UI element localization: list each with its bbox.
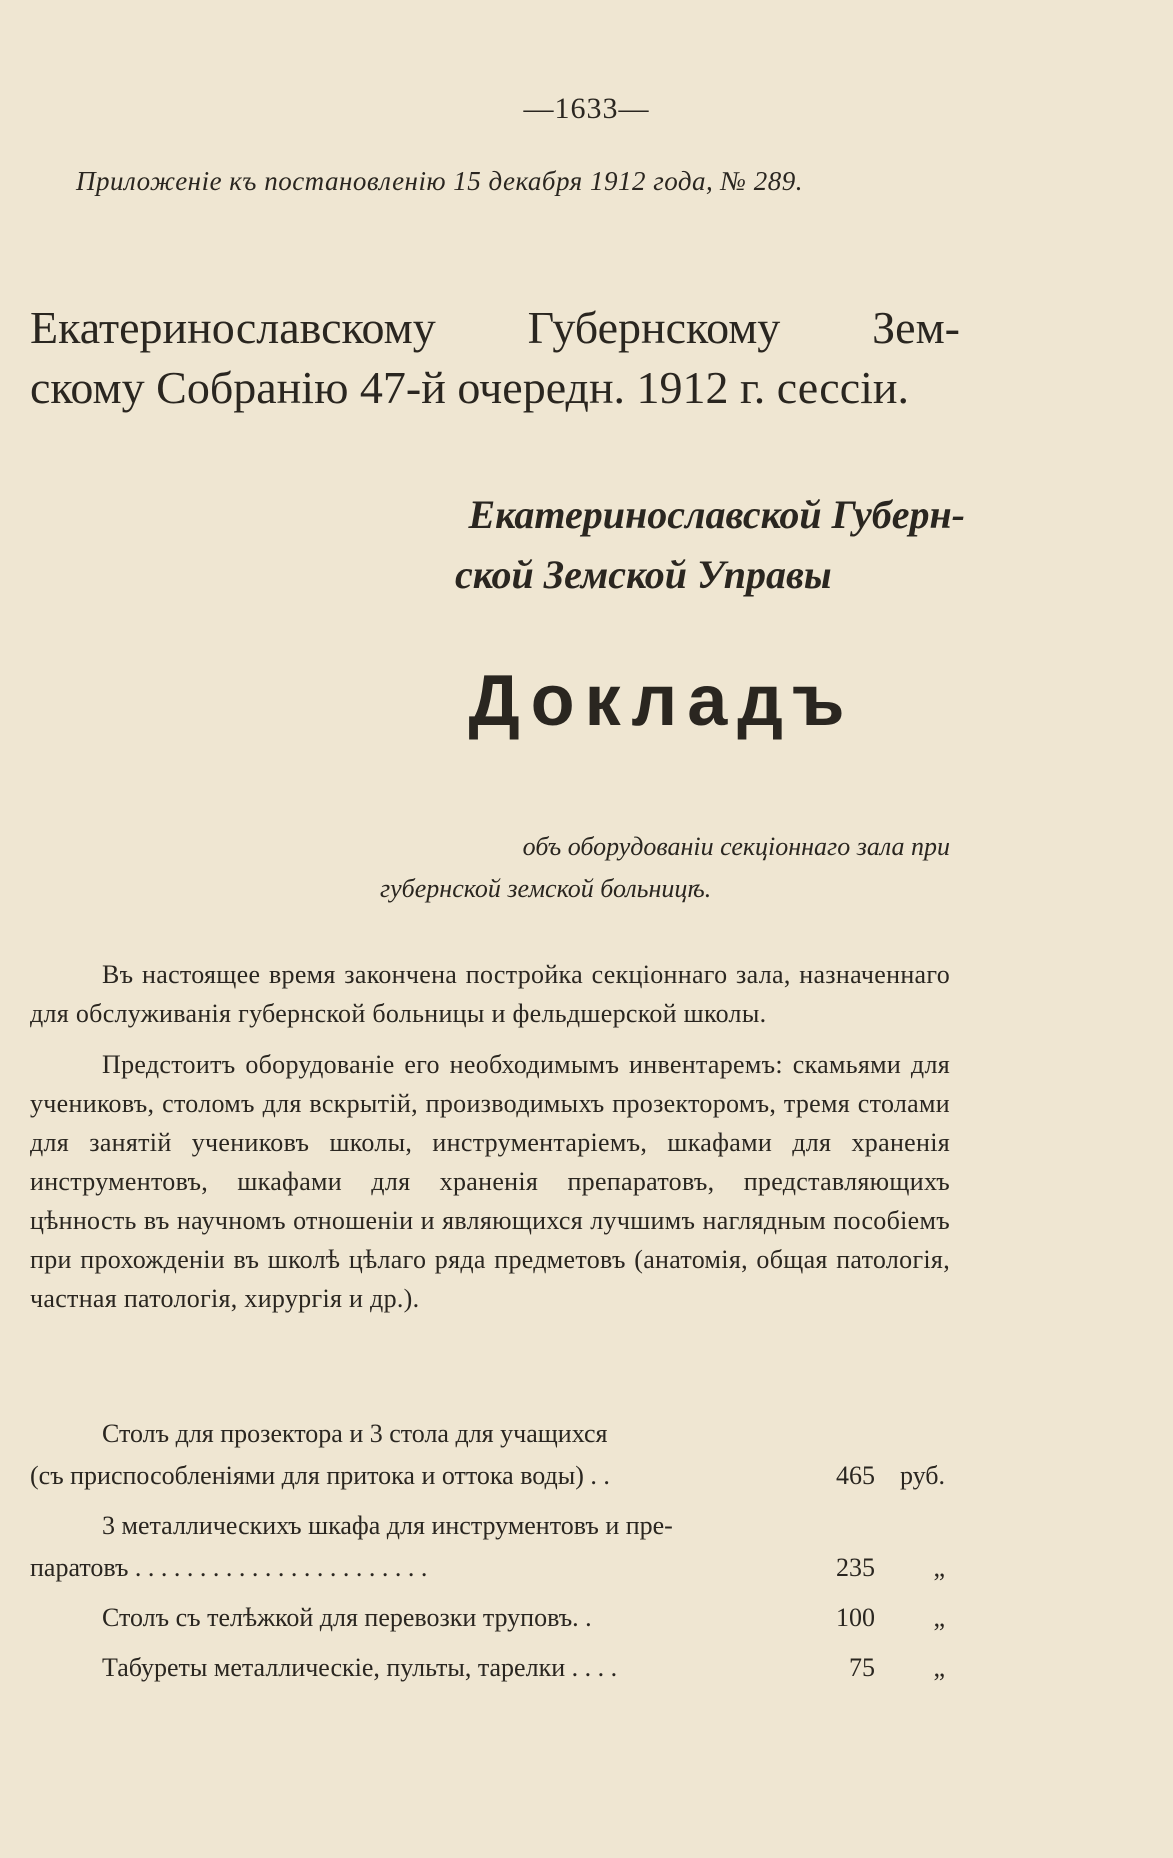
issuer-block bbox=[405, 485, 965, 605]
heading-line-2: скому Собранію 47-й очередн. 1912 г. сессіи. bbox=[30, 362, 910, 413]
item-currency: руб. bbox=[899, 1461, 945, 1490]
item-text: Столъ для прозектора и 3 стола для учащихся bbox=[102, 1419, 608, 1448]
document-title: Докладъ bbox=[468, 661, 855, 741]
item-amount: 235 bbox=[836, 1553, 875, 1582]
item-text-continued: паратовъ . . . . . . . . . . . . . . . . . . . . . . . bbox=[30, 1553, 428, 1582]
cost-item bbox=[30, 1413, 950, 1497]
document-heading bbox=[30, 298, 960, 418]
subject-line-1: объ оборудованіи секціоннаго зала при bbox=[522, 832, 950, 861]
heading-line-1: Екатеринославскому Губернскому Зем- bbox=[30, 302, 960, 353]
cost-item bbox=[30, 1647, 950, 1689]
item-currency: „ bbox=[933, 1653, 945, 1682]
report-body bbox=[30, 955, 950, 1330]
item-text: Столъ съ телѣжкой для перевозки труповъ. . bbox=[102, 1603, 592, 1632]
item-amount: 100 bbox=[836, 1603, 875, 1632]
page-number: —1633— bbox=[523, 92, 650, 125]
item-amount: 465 bbox=[836, 1461, 875, 1490]
item-text: Табуреты металлическіе, пульты, тарелки . . . . bbox=[102, 1653, 618, 1682]
issuer-line-2: ской Земской Управы bbox=[455, 552, 832, 597]
cost-items bbox=[30, 1413, 950, 1697]
item-text: 3 металлическихъ шкафа для инструментовъ и пре- bbox=[102, 1511, 673, 1540]
item-text-continued: (съ приспособленіями для притока и оттока воды) . . bbox=[30, 1461, 610, 1490]
cost-item bbox=[30, 1505, 950, 1589]
appendix-note: Приложеніе къ постановленію 15 декабря 1912 года, № 289. bbox=[76, 166, 803, 196]
paragraph: Предстоитъ оборудованіе его необходимымъ инвентаремъ: скамьями для учениковъ, столомъ для вскрытій, производимыхъ прозекторомъ, тремя столами для занятій учениковъ школы, инструментаріемъ, шкафами для храненія инструментовъ, шкафами для храненія препаратовъ, представляющихъ цѣнность въ научномъ отношеніи и являющихся лучшимъ наглядным пособіемъ при прохожденіи въ школѣ цѣлаго ряда предметовъ (анатомія, общая патологія, частная патологія, хирургія и др.). bbox=[30, 1050, 950, 1313]
subject-line-2: губернской земской больницѣ. bbox=[380, 874, 712, 903]
issuer-line-1: Екатеринославской Губерн- bbox=[468, 492, 965, 537]
cost-item bbox=[30, 1597, 950, 1639]
report-subject bbox=[380, 826, 950, 910]
item-currency: „ bbox=[933, 1603, 945, 1632]
item-currency: „ bbox=[933, 1553, 945, 1582]
item-amount: 75 bbox=[849, 1653, 875, 1682]
paragraph: Въ настоящее время закончена постройка секціоннаго зала, назначеннаго для обслуживанія губернской больницы и фельдшерской школы. bbox=[30, 960, 950, 1028]
